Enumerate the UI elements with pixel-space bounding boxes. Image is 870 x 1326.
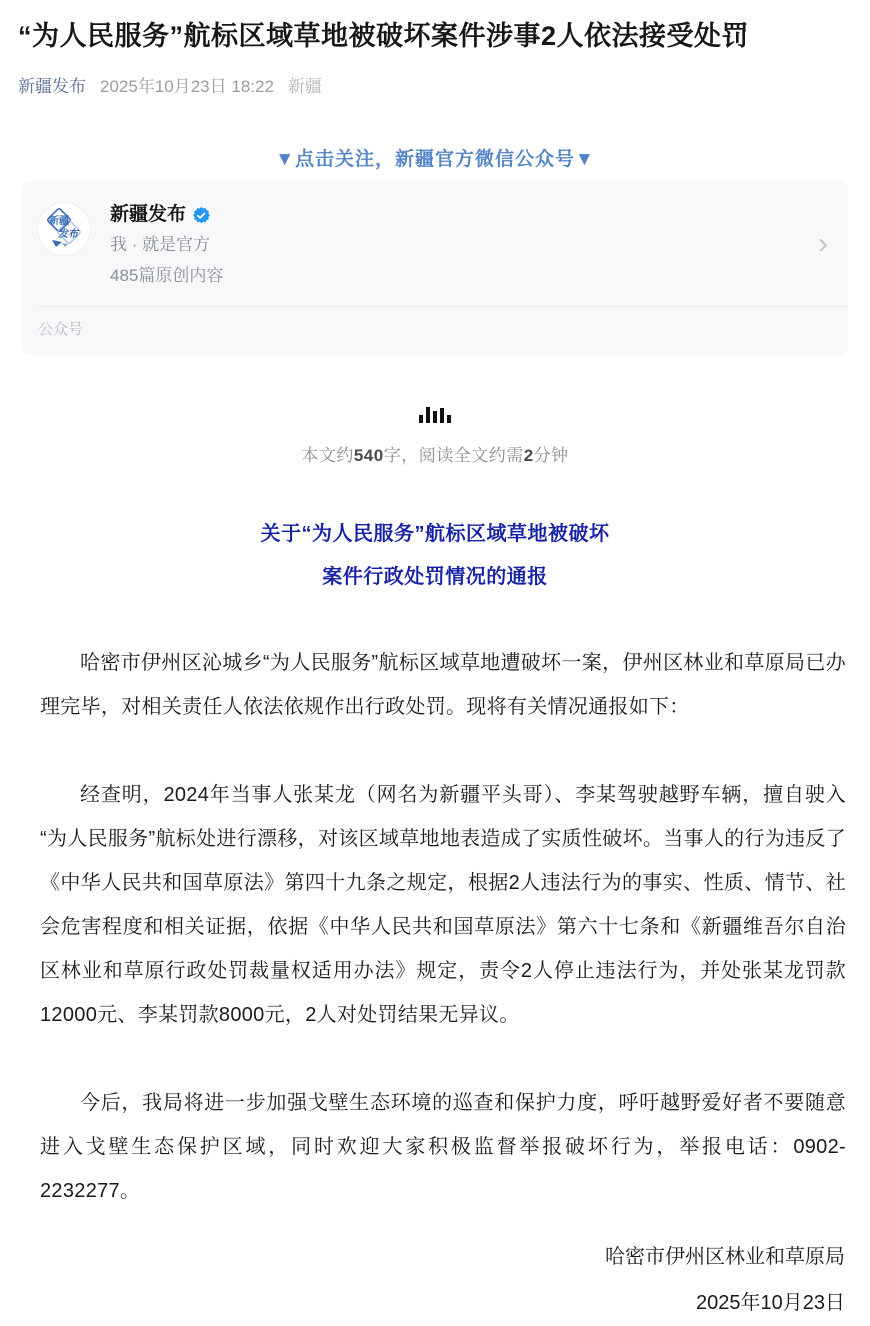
article-body — [40, 641, 846, 1213]
byline-datetime: 2025年10月23日 18:22 — [100, 77, 274, 96]
svg-text:新疆: 新疆 — [49, 216, 69, 227]
article-paragraph: 今后，我局将进一步加强戈壁生态环境的巡查和保护力度，呼吁越野爱好者不要随意进入戈壁生态保护区域，同时欢迎大家积极监督举报破坏行为，举报电话：0902-2232277。 — [40, 1092, 846, 1202]
page-title: “为人民服务”航标区域草地被破坏案件涉事2人依法接受处罚 — [18, 21, 750, 51]
stats-prefix: 本文约 — [301, 446, 354, 465]
account-original-count: 485篇原创内容 — [110, 266, 224, 285]
reading-stats — [0, 407, 870, 466]
stats-bars-icon — [419, 407, 451, 423]
official-account-card[interactable] — [22, 181, 848, 355]
notice-title-line2: 案件行政处罚情况的通报 — [322, 566, 548, 588]
verified-badge-icon — [193, 207, 210, 224]
account-avatar — [38, 203, 90, 255]
reading-stats-text — [0, 441, 870, 466]
account-type-label: 公众号 — [38, 321, 84, 338]
article-paragraph: 哈密市伊州区沁城乡“为人民服务”航标区域草地遭破坏一案，伊州区林业和草原局已办理完毕，对相关责任人依法依规作出行政处罚。现将有关情况通报如下： — [40, 652, 846, 718]
signature-block — [40, 1234, 845, 1326]
chevron-right-icon[interactable]: › — [818, 227, 828, 260]
byline-region: 新疆 — [287, 77, 322, 96]
account-name: 新疆发布 — [110, 204, 187, 225]
stats-suffix: 分钟 — [533, 446, 569, 465]
stats-middle: 字，阅读全文约需 — [383, 446, 524, 465]
xinjiang-fabu-logo-icon — [38, 203, 90, 255]
account-name-row — [110, 203, 788, 227]
account-info — [110, 203, 788, 287]
signature-date: 2025年10月23日 — [696, 1292, 845, 1314]
svg-text:发布: 发布 — [58, 229, 78, 240]
signature-org: 哈密市伊州区林业和草原局 — [605, 1246, 845, 1268]
account-card-top — [22, 181, 848, 287]
follow-banner-link[interactable]: ▼点击关注，新疆官方微信公众号▼ — [275, 149, 595, 170]
stats-word-count: 540 — [353, 446, 384, 465]
byline — [18, 72, 852, 97]
stats-minutes: 2 — [523, 446, 534, 465]
byline-source-link[interactable]: 新疆发布 — [18, 77, 86, 96]
notice-title — [0, 513, 870, 599]
notice-title-line1: 关于“为人民服务”航标区域草地被破坏 — [260, 523, 610, 545]
article-paragraph: 经查明，2024年当事人张某龙（网名为新疆平头哥）、李某驾驶越野车辆，擅自驶入“为人民服务”航标处进行漂移，对该区域草地地表造成了实质性破坏。当事人的行为违反了《中华人民共和国草原法》第四十九条之规定，根据2人违法行为的事实、性质、情节、社会危害程度和相关证据，依据《中华人民共和国草原法》第六十七条和《新疆维吾尔自治区林业和草原行政处罚裁量权适用办法》规定，责令2人停止违法行为，并处张某龙罚款12000元、李某罚款8000元，2人对处罚结果无异议。 — [40, 784, 846, 1026]
account-tagline: 我 · 就是官方 — [110, 235, 211, 254]
